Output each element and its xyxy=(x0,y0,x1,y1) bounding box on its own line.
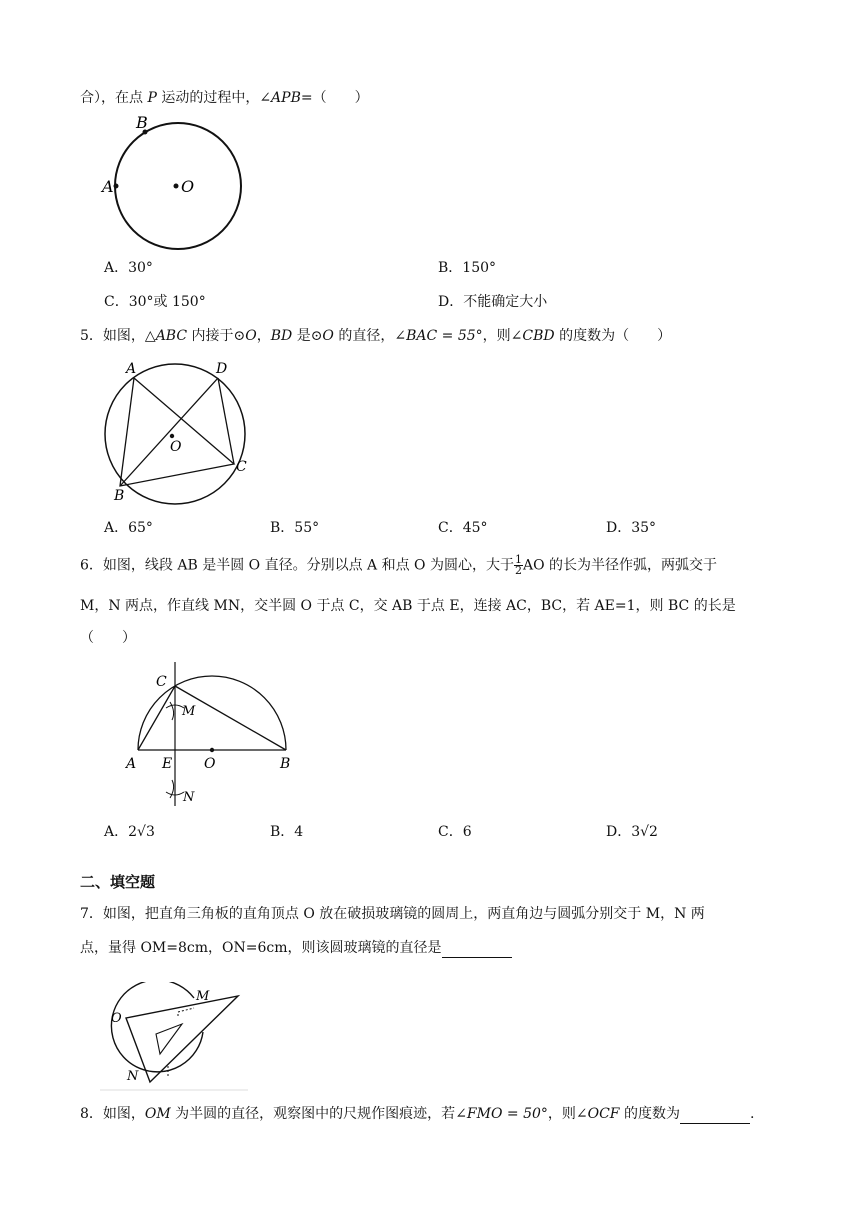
q5-label-b: B xyxy=(114,488,125,504)
q5-center-dot xyxy=(170,434,174,438)
q7-label-n: N xyxy=(127,1069,139,1084)
q4-label-a: A xyxy=(102,177,114,196)
q6-label-m: M xyxy=(182,704,196,719)
q5-label-c: C xyxy=(236,459,247,475)
q4-point-a-dot xyxy=(114,184,119,189)
q4-label-o: O xyxy=(181,177,195,196)
q6-option-a[interactable]: A．2√3 xyxy=(104,824,155,840)
q4-stem: 合），在点 P 运动的过程中，∠APB=（ ） xyxy=(80,90,369,106)
q4-option-b[interactable]: B．150° xyxy=(438,260,497,276)
section-title-fill-blank: 二、填空题 xyxy=(80,873,156,891)
q5-label-d: D xyxy=(216,361,228,377)
q6-option-b[interactable]: B．4 xyxy=(270,824,304,840)
q5-label-a: A xyxy=(126,361,137,377)
q5-option-a[interactable]: A．65° xyxy=(104,520,153,536)
q5-label-o: O xyxy=(170,439,182,455)
q4-circle-figure xyxy=(98,110,248,260)
q5-option-c[interactable]: C．45° xyxy=(438,520,488,536)
q6-stem-line2: M，N 两点，作直线 MN，交半圆 O 于点 C，交 AB 于点 E，连接 AC，BC，若 AE=1，则 BC 的长是 xyxy=(80,598,736,614)
q6-label-b: B xyxy=(280,756,291,772)
q5-stem: 5．如图，△ABC 内接于⊙O，BD 是⊙O 的直径，∠BAC = 55°，则∠CBD 的度数为（ ） xyxy=(80,328,672,344)
q7-answer-blank[interactable] xyxy=(442,943,512,958)
q6-stem-line1: 6．如图，线段 AB 是半圆 O 直径。分别以点 A 和点 O 为圆心，大于 $\frac{1}{2}$ AO 的长为半径作弧，两弧交于 xyxy=(80,553,718,577)
q5-option-b[interactable]: B．55° xyxy=(270,520,320,536)
q6-option-c[interactable]: C．6 xyxy=(438,824,472,840)
q6-option-d[interactable]: D．3√2 xyxy=(606,824,658,840)
q7-dashed-mark-top xyxy=(178,1008,194,1016)
q8-answer-blank[interactable] xyxy=(680,1109,750,1124)
q7-broken-circle-arc xyxy=(111,982,203,1072)
q4-label-b: B xyxy=(136,113,148,132)
q5-option-d[interactable]: D．35° xyxy=(606,520,657,536)
q4-option-a[interactable]: A．30° xyxy=(104,260,153,276)
q8-stem: 8．如图，OM 为半圆的直径，观察图中的尺规作图痕迹，若∠FMO = 50°，则∠OCF 的度数为 . xyxy=(80,1106,755,1122)
q5-triangle-abc xyxy=(120,378,234,486)
q4-angle: ∠APB xyxy=(259,90,301,106)
q6-label-o: O xyxy=(204,756,216,772)
q6-semicircle-figure xyxy=(120,658,300,810)
q4-point-p: P xyxy=(147,90,157,106)
q6-label-e: E xyxy=(162,756,173,772)
q6-label-a: A xyxy=(126,756,137,772)
q4-point-o-dot xyxy=(174,184,179,189)
q4-option-d[interactable]: D．不能确定大小 xyxy=(438,294,548,310)
q7-label-m: M xyxy=(196,989,210,1004)
q6-label-c: C xyxy=(156,674,167,690)
q5-segment-dc xyxy=(218,378,234,464)
q7-stem-line2: 点，量得 OM=8cm，ON=6cm，则该圆玻璃镜的直径是 xyxy=(80,938,512,958)
q4-option-c[interactable]: C．30°或 150° xyxy=(104,294,206,310)
q6-label-n: N xyxy=(183,790,195,805)
q6-stem-line3: （ ） xyxy=(80,630,136,646)
q5-circle-figure xyxy=(98,358,258,506)
q7-label-o: O xyxy=(111,1011,122,1026)
q6-segment-ac xyxy=(138,686,175,750)
q6-fraction: $\frac{1}{2}$ xyxy=(514,553,522,577)
q5-circle xyxy=(105,364,245,504)
q7-mirror-figure xyxy=(98,982,258,1094)
q7-stem-line1: 7．如图，把直角三角板的直角顶点 O 放在破损玻璃镜的圆周上，两直角边与圆弧分别交于 M，N 两 xyxy=(80,906,705,922)
q7-set-square-inner xyxy=(156,1024,182,1054)
q6-center-dot xyxy=(210,748,214,752)
